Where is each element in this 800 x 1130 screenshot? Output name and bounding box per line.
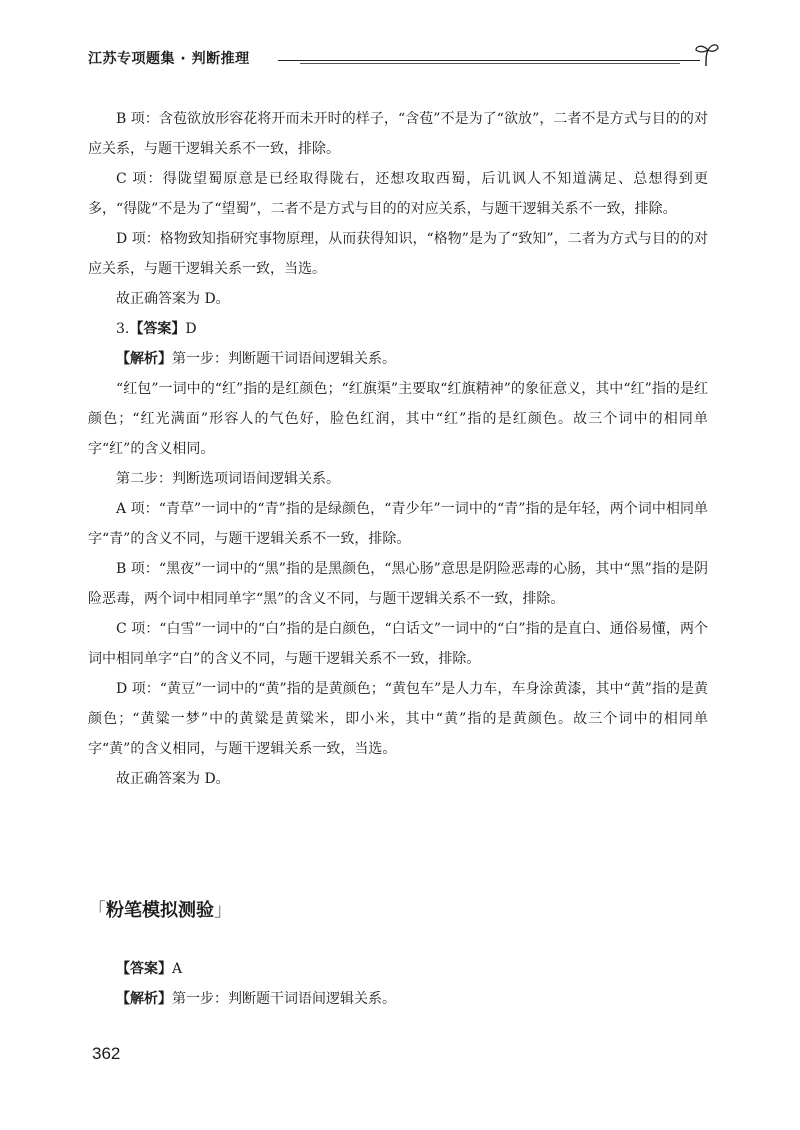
analysis-step1-text: 第一步：判断题干词语间逻辑关系。 <box>172 351 396 367</box>
sprout-icon <box>692 40 720 68</box>
header-rule-secondary <box>300 63 680 64</box>
question-number: 3. <box>116 321 130 337</box>
mock-answer <box>88 954 708 984</box>
mock-answer-label: 【答案】 <box>116 961 172 977</box>
paragraph-conclusion2: 故正确答案为 D。 <box>116 771 230 787</box>
paragraph-red: “红包”一词中的“红”指的是红颜色；“红旗渠”主要取“红旗精神”的象征意义，其中“红”指的是红颜色；“红光满面”形容人的气色好，脸色红润，其中“红”指的是红颜色。故三个词中的相同单字“红”的含义相同。 <box>88 381 708 457</box>
mock-answer-value: A <box>172 961 183 977</box>
mock-analysis-text: 第一步：判断题干词语间逻辑关系。 <box>172 991 396 1007</box>
header-rule <box>278 60 700 61</box>
page-number: 362 <box>92 1044 121 1063</box>
bracket-open: 「 <box>88 900 106 921</box>
running-header <box>88 40 720 70</box>
mock-test-text <box>88 954 708 1014</box>
paragraph-option-d2: D 项：“黄豆”一词中的“黄”指的是黄颜色；“黄包车”是人力车，车身涂黄漆，其中“黄”指的是黄颜色；“黄粱一梦”中的黄粱是黄粱米，即小米，其中“黄”指的是黄颜色。故三个词中的相同单字“黄”的含义相同，与题干逻辑关系一致，当选。 <box>88 681 708 757</box>
paragraph-option-b: B 项：含苞欲放形容花将开而未开时的样子，“含苞”不是为了“欲放”，二者不是方式与目的的对应关系，与题干逻辑关系不一致，排除。 <box>88 111 708 157</box>
paragraph-option-a: A 项：“青草”一词中的“青”指的是绿颜色，“青少年”一词中的“青”指的是年轻，两个词中相同单字“青”的含义不同，与题干逻辑关系不一致，排除。 <box>88 501 708 547</box>
paragraph-option-b2: B 项：“黑夜”一词中的“黑”指的是黑颜色，“黑心肠”意思是阴险恶毒的心肠，其中“黑”指的是阴险恶毒，两个词中相同单字“黑”的含义不同，与题干逻辑关系不一致，排除。 <box>88 561 708 607</box>
paragraph-option-d: D 项：格物致知指研究事物原理，从而获得知识，“格物”是为了“致知”，二者为方式与目的的对应关系，与题干逻辑关系一致，当选。 <box>88 231 708 277</box>
paragraph-option-c2: C 项：“白雪”一词中的“白”指的是白颜色，“白话文”一词中的“白”指的是直白、通俗易懂，两个词中相同单字“白”的含义不同，与题干逻辑关系不一致，排除。 <box>88 621 708 667</box>
section-title: 粉笔模拟测验 <box>106 900 214 921</box>
bracket-close: 」 <box>214 900 232 921</box>
question-3-answer <box>88 314 708 344</box>
body-text <box>88 104 708 794</box>
section-heading <box>88 896 232 922</box>
mock-analysis-label: 【解析】 <box>116 991 172 1007</box>
paragraph-conclusion: 故正确答案为 D。 <box>116 291 230 307</box>
analysis-step1 <box>88 344 708 374</box>
header-title: 江苏专项题集 · 判断推理 <box>88 51 250 67</box>
analysis-label: 【解析】 <box>116 351 172 367</box>
answer-label: 【答案】 <box>129 321 186 337</box>
mock-analysis <box>88 984 708 1014</box>
paragraph-option-c: C 项：得陇望蜀原意是已经取得陇右，还想攻取西蜀，后讥讽人不知道满足、总想得到更多，“得陇”不是为了“望蜀”，二者不是方式与目的的对应关系，与题干逻辑关系不一致，排除。 <box>88 171 708 217</box>
answer-value: D <box>185 321 197 337</box>
paragraph-step2: 第二步：判断选项词语间逻辑关系。 <box>116 471 340 487</box>
